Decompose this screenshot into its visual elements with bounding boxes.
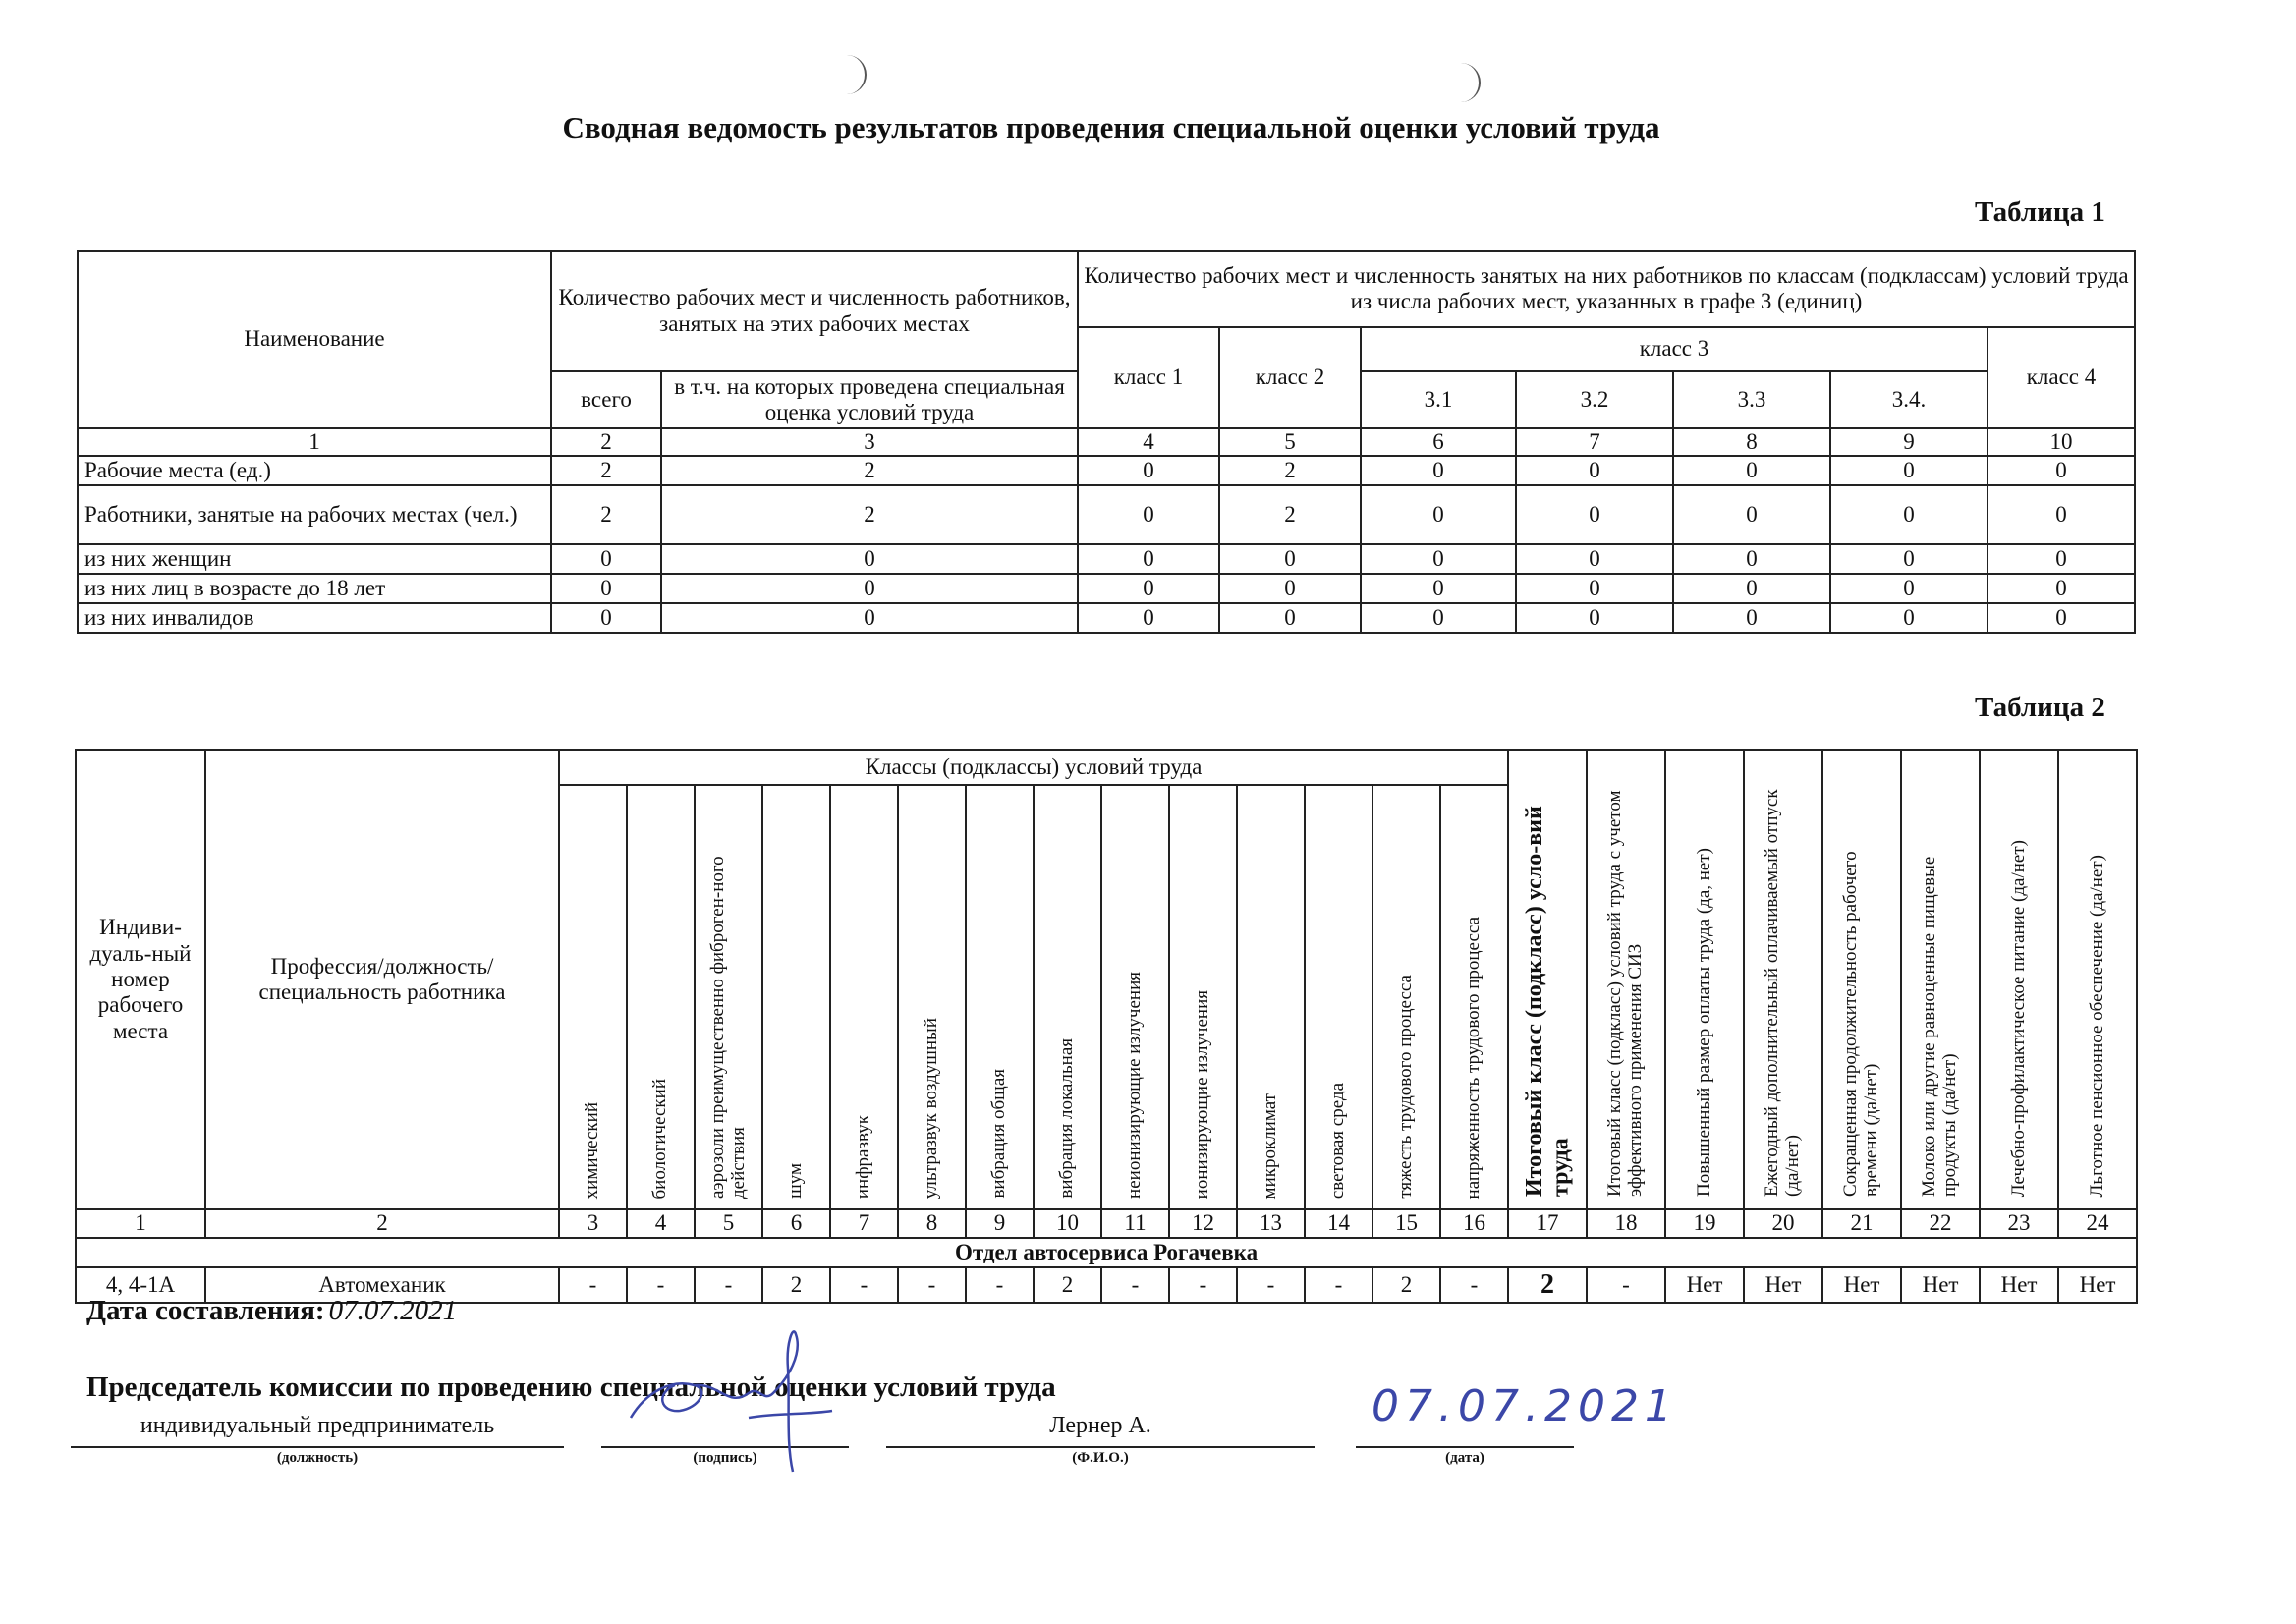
col-header-factor: аэрозоли преимущественно фиброген-ного действия bbox=[695, 785, 762, 1209]
factor-value: - bbox=[1169, 1267, 1237, 1303]
col-header-workplace-id: Индиви-дуаль-ный номер рабочего места bbox=[76, 750, 205, 1209]
col-num: 2 bbox=[205, 1209, 559, 1237]
col-header-classes: Классы (подклассы) условий труда bbox=[559, 750, 1508, 785]
col-num: 10 bbox=[1988, 428, 2135, 456]
row-label: Работники, занятые на рабочих местах (чел.) bbox=[78, 485, 551, 544]
col-num: 20 bbox=[1744, 1209, 1822, 1237]
col-header-3-4: 3.4. bbox=[1830, 371, 1988, 428]
col-num: 9 bbox=[1830, 428, 1988, 456]
date-field bbox=[1356, 1381, 1678, 1448]
col-header-total: всего bbox=[551, 371, 661, 428]
commission-chair-title: Председатель комиссии по проведению специальной оценки условий труда bbox=[86, 1372, 1056, 1403]
cell: 0 bbox=[551, 574, 661, 603]
date-value: 07.07.2021 bbox=[328, 1295, 458, 1326]
cell: 0 bbox=[1516, 456, 1673, 485]
date-caption: (дата) bbox=[1445, 1450, 1484, 1466]
col-num: 24 bbox=[2058, 1209, 2137, 1237]
table-row bbox=[78, 456, 2135, 485]
col-num: 7 bbox=[1516, 428, 1673, 456]
milk-value: Нет bbox=[1901, 1267, 1980, 1303]
signature-field bbox=[601, 1413, 849, 1448]
col-num: 11 bbox=[1101, 1209, 1169, 1237]
position-value: индивидуальный предприниматель bbox=[140, 1413, 495, 1438]
cell: 0 bbox=[551, 603, 661, 633]
cell: 0 bbox=[1078, 544, 1219, 574]
cell: 0 bbox=[1219, 603, 1361, 633]
factor-value: - bbox=[1440, 1267, 1508, 1303]
extra-vacation-value: Нет bbox=[1744, 1267, 1822, 1303]
cell: 0 bbox=[551, 544, 661, 574]
fio-value: Лернер А. bbox=[1049, 1413, 1151, 1438]
col-header-factor: вибрация локальная bbox=[1034, 785, 1101, 1209]
factor-value: - bbox=[898, 1267, 966, 1303]
cell: 0 bbox=[1516, 603, 1673, 633]
section-header: Отдел автосервиса Рогачевка bbox=[76, 1238, 2137, 1267]
cell: 0 bbox=[1361, 456, 1516, 485]
col-num: 6 bbox=[1361, 428, 1516, 456]
signature-caption: (подпись) bbox=[693, 1450, 757, 1466]
col-header-class4: класс 4 bbox=[1988, 327, 2135, 428]
col-num: 17 bbox=[1508, 1209, 1587, 1237]
position-caption: (должность) bbox=[276, 1450, 359, 1466]
col-num: 7 bbox=[830, 1209, 898, 1237]
col-num: 3 bbox=[661, 428, 1078, 456]
col-header-factor: вибрация общая bbox=[966, 785, 1034, 1209]
cell: 0 bbox=[661, 544, 1078, 574]
col-num: 1 bbox=[78, 428, 551, 456]
col-header-3-3: 3.3 bbox=[1673, 371, 1830, 428]
cell: 0 bbox=[1516, 485, 1673, 544]
col-num: 16 bbox=[1440, 1209, 1508, 1237]
cell: 0 bbox=[1516, 544, 1673, 574]
cell: 0 bbox=[1830, 574, 1988, 603]
cell: 0 bbox=[1673, 485, 1830, 544]
col-num: 8 bbox=[898, 1209, 966, 1237]
factor-value: - bbox=[1305, 1267, 1372, 1303]
cell: 2 bbox=[1219, 456, 1361, 485]
col-num: 22 bbox=[1901, 1209, 1980, 1237]
cell: 0 bbox=[1830, 456, 1988, 485]
col-header-factor: ионизирующие излучения bbox=[1169, 785, 1237, 1209]
col-header-factor: химический bbox=[559, 785, 627, 1209]
column-number-row bbox=[78, 428, 2135, 456]
factor-value: 2 bbox=[762, 1267, 830, 1303]
cell: 0 bbox=[661, 603, 1078, 633]
col-header-profession: Профессия/должность/ специальность работника bbox=[205, 750, 559, 1209]
cell: 0 bbox=[1830, 485, 1988, 544]
table1-label: Таблица 1 bbox=[1975, 196, 2105, 228]
cell: 0 bbox=[1361, 574, 1516, 603]
factor-value: - bbox=[966, 1267, 1034, 1303]
col-header-class2: класс 2 bbox=[1219, 327, 1361, 428]
cell: 0 bbox=[1673, 603, 1830, 633]
row-label: из них инвалидов bbox=[78, 603, 551, 633]
cell: 0 bbox=[1673, 574, 1830, 603]
fio-field bbox=[886, 1413, 1315, 1448]
col-num: 23 bbox=[1980, 1209, 2058, 1237]
cell: 2 bbox=[661, 485, 1078, 544]
factor-value: - bbox=[1101, 1267, 1169, 1303]
factor-value: - bbox=[627, 1267, 695, 1303]
col-header-factor: неионизирующие излучения bbox=[1101, 785, 1169, 1209]
cell: 0 bbox=[1078, 574, 1219, 603]
col-num: 1 bbox=[76, 1209, 205, 1237]
cell: 2 bbox=[551, 485, 661, 544]
signature-mark bbox=[601, 1324, 849, 1462]
col-num: 21 bbox=[1822, 1209, 1901, 1237]
workplace-id: 4, 4-1А bbox=[76, 1267, 205, 1303]
workplace-table bbox=[75, 749, 2138, 1304]
handwritten-date: 07.07.2021 bbox=[1372, 1381, 1678, 1431]
col-header-factor: световая среда bbox=[1305, 785, 1372, 1209]
date-label: Дата составления: bbox=[86, 1295, 325, 1326]
col-header-by-class: Количество рабочих мест и численность занятых на них работников по классам (подклассам) условий труда из числа рабочих мест, указанных в графе 3 (единиц) bbox=[1078, 251, 2135, 327]
cell: 0 bbox=[1673, 544, 1830, 574]
col-header-3-1: 3.1 bbox=[1361, 371, 1516, 428]
cell: 0 bbox=[1361, 603, 1516, 633]
cell: 0 bbox=[1988, 544, 2135, 574]
col-header-extra-vacation: Ежегодный дополнительный оплачиваемый отпуск (да/нет) bbox=[1744, 750, 1822, 1209]
factor-value: - bbox=[1237, 1267, 1305, 1303]
table-row bbox=[78, 485, 2135, 544]
col-header-class3: класс 3 bbox=[1361, 327, 1988, 371]
col-num: 8 bbox=[1673, 428, 1830, 456]
col-header-increased-pay: Повышенный размер оплаты труда (да, нет) bbox=[1665, 750, 1744, 1209]
cell: 0 bbox=[1078, 603, 1219, 633]
increased-pay-value: Нет bbox=[1665, 1267, 1744, 1303]
cell: 0 bbox=[1078, 456, 1219, 485]
factor-value: - bbox=[695, 1267, 762, 1303]
cell: 0 bbox=[1988, 603, 2135, 633]
col-num: 12 bbox=[1169, 1209, 1237, 1237]
col-num: 5 bbox=[695, 1209, 762, 1237]
factor-value: - bbox=[559, 1267, 627, 1303]
col-header-3-2: 3.2 bbox=[1516, 371, 1673, 428]
cell: 2 bbox=[551, 456, 661, 485]
col-num: 4 bbox=[627, 1209, 695, 1237]
col-num: 4 bbox=[1078, 428, 1219, 456]
factor-value: - bbox=[830, 1267, 898, 1303]
col-header-factor: тяжесть трудового процесса bbox=[1372, 785, 1440, 1209]
position-field bbox=[71, 1413, 564, 1448]
cell: 0 bbox=[661, 574, 1078, 603]
col-num: 18 bbox=[1587, 1209, 1665, 1237]
cell: 0 bbox=[1673, 456, 1830, 485]
compile-date bbox=[86, 1295, 457, 1327]
cell: 0 bbox=[1830, 544, 1988, 574]
final-class-value: 2 bbox=[1508, 1267, 1587, 1303]
row-label: Рабочие места (ед.) bbox=[78, 456, 551, 485]
col-num: 3 bbox=[559, 1209, 627, 1237]
document-title: Сводная ведомость результатов проведения специальной оценки условий труда bbox=[562, 110, 1660, 144]
cell: 2 bbox=[661, 456, 1078, 485]
col-num: 19 bbox=[1665, 1209, 1744, 1237]
col-header-factor: биологический bbox=[627, 785, 695, 1209]
col-header-class1: класс 1 bbox=[1078, 327, 1219, 428]
binding-mark-left bbox=[835, 55, 867, 94]
col-num: 5 bbox=[1219, 428, 1361, 456]
factor-value: 2 bbox=[1372, 1267, 1440, 1303]
col-num: 9 bbox=[966, 1209, 1034, 1237]
col-header-food: Лечебно-профилактическое питание (да/нет) bbox=[1980, 750, 2058, 1209]
cell: 0 bbox=[1830, 603, 1988, 633]
col-num: 15 bbox=[1372, 1209, 1440, 1237]
row-label: из них лиц в возрасте до 18 лет bbox=[78, 574, 551, 603]
col-header-name: Наименование bbox=[78, 251, 551, 428]
col-header-assessed: в т.ч. на которых проведена специальная оценка условий труда bbox=[661, 371, 1078, 428]
col-header-factor: микроклимат bbox=[1237, 785, 1305, 1209]
col-header-milk: Молоко или другие равноценные пищевые продукты (да/нет) bbox=[1901, 750, 1980, 1209]
table-row bbox=[78, 544, 2135, 574]
table-row bbox=[78, 603, 2135, 633]
cell: 0 bbox=[1219, 574, 1361, 603]
col-num: 6 bbox=[762, 1209, 830, 1237]
col-header-factor: шум bbox=[762, 785, 830, 1209]
column-number-row bbox=[76, 1209, 2137, 1237]
cell: 2 bbox=[1219, 485, 1361, 544]
col-header-pension: Льготное пенсионное обеспечение (да/нет) bbox=[2058, 750, 2137, 1209]
final-class-siz-value: - bbox=[1587, 1267, 1665, 1303]
table-row bbox=[78, 574, 2135, 603]
fio-caption: (Ф.И.О.) bbox=[1072, 1450, 1129, 1466]
food-value: Нет bbox=[1980, 1267, 2058, 1303]
cell: 0 bbox=[1516, 574, 1673, 603]
pension-value: Нет bbox=[2058, 1267, 2137, 1303]
col-num: 10 bbox=[1034, 1209, 1101, 1237]
col-header-factor: напряженность трудового процесса bbox=[1440, 785, 1508, 1209]
col-num: 13 bbox=[1237, 1209, 1305, 1237]
cell: 0 bbox=[1078, 485, 1219, 544]
col-header-factor: инфразвук bbox=[830, 785, 898, 1209]
col-num: 14 bbox=[1305, 1209, 1372, 1237]
col-header-final-class-siz: Итоговый класс (подкласс) условий труда с учетом эффективного применения СИЗ bbox=[1587, 750, 1665, 1209]
cell: 0 bbox=[1988, 485, 2135, 544]
col-header-factor: ультразвук воздушный bbox=[898, 785, 966, 1209]
factor-value: 2 bbox=[1034, 1267, 1101, 1303]
summary-table bbox=[77, 250, 2136, 634]
short-time-value: Нет bbox=[1822, 1267, 1901, 1303]
cell: 0 bbox=[1219, 544, 1361, 574]
col-header-short-time: Сокращенная продолжительность рабочего времени (да/нет) bbox=[1822, 750, 1901, 1209]
cell: 0 bbox=[1988, 456, 2135, 485]
col-num: 2 bbox=[551, 428, 661, 456]
binding-mark-right bbox=[1449, 63, 1481, 102]
row-label: из них женщин bbox=[78, 544, 551, 574]
cell: 0 bbox=[1361, 544, 1516, 574]
profession: Автомеханик bbox=[205, 1267, 559, 1303]
cell: 0 bbox=[1361, 485, 1516, 544]
col-header-workplaces: Количество рабочих мест и численность работников, занятых на этих рабочих местах bbox=[551, 251, 1078, 371]
col-header-final-class: Итоговый класс (подкласс) усло-вий труда bbox=[1508, 750, 1587, 1209]
cell: 0 bbox=[1988, 574, 2135, 603]
table2-label: Таблица 2 bbox=[1975, 692, 2105, 723]
